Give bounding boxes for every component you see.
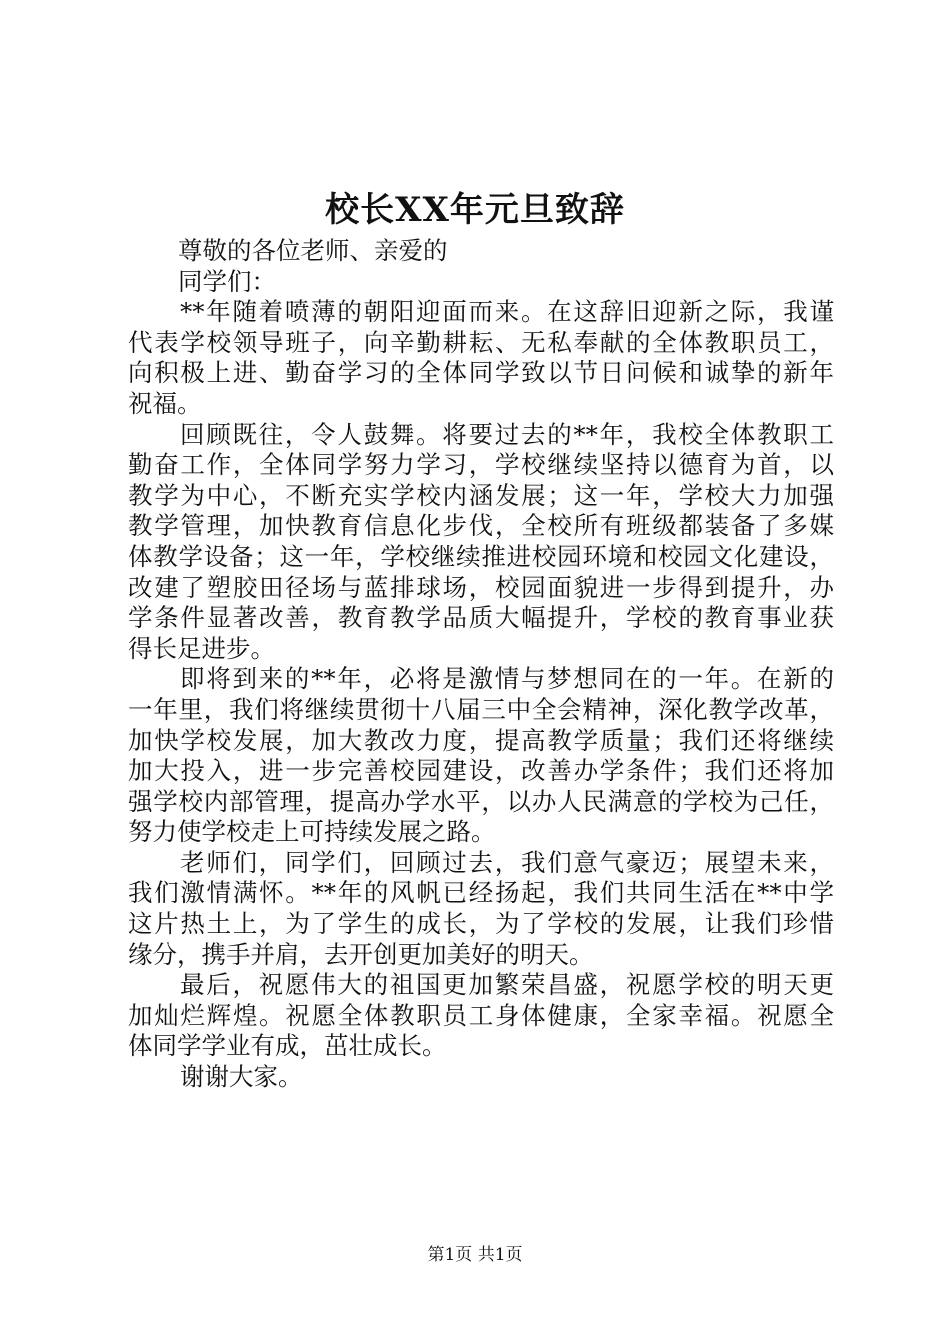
salutation-line: 尊敬的各位老师、亲爱的 [178, 236, 448, 265]
paragraph-line: 勤奋工作，全体同学努力学习，学校继续坚持以德育为首，以 [128, 450, 834, 480]
paragraph-line: 回顾既往，令人鼓舞。将要过去的**年，我校全体教职工 [180, 419, 834, 449]
paragraph-line: 代表学校领导班子，向辛勤耕耘、无私奉献的全体教职员工， [128, 327, 834, 357]
paragraph-line: 这片热土上，为了学生的成长，为了学校的发展，让我们珍惜 [128, 909, 834, 939]
paragraph-line: 加大投入，进一步完善校园建设，改善办学条件；我们还将加 [128, 756, 834, 786]
paragraph-line: 向积极上进、勤奋学习的全体同学致以节日问候和诚挚的新年 [128, 358, 834, 388]
paragraph-line: 改建了塑胶田径场与蓝排球场，校园面貌进一步得到提升，办 [128, 572, 834, 602]
paragraph-line: 体同学学业有成，茁壮成长。 [128, 1031, 447, 1061]
paragraph-line: 学条件显著改善，教育教学品质大幅提升，学校的教育事业获 [128, 603, 834, 633]
paragraph-line: 加灿烂辉煌。祝愿全体教职员工身体健康，全家幸福。祝愿全 [128, 1000, 834, 1030]
salutation-line: 同学们： [178, 266, 276, 296]
paragraph-line: 缘分，携手并肩，去开创更加美好的明天。 [128, 939, 594, 969]
page-footer: 第1页 共1页 [427, 1245, 523, 1265]
document-title: 校长XX年元旦致辞 [325, 190, 625, 230]
paragraph-line: 一年里，我们将继续贯彻十八届三中全会精神，深化教学改革， [128, 694, 834, 724]
paragraph-line: 努力使学校走上可持续发展之路。 [128, 817, 496, 847]
paragraph-line: 老师们，同学们，回顾过去，我们意气豪迈；展望未来， [180, 847, 834, 877]
paragraph-line: **年随着喷薄的朝阳迎面而来。在这辞旧迎新之际，我谨 [180, 297, 834, 327]
paragraph-line: 加快学校发展，加大教改力度，提高教学质量；我们还将继续 [128, 725, 834, 755]
paragraph-line: 即将到来的**年，必将是激情与梦想同在的一年。在新的 [180, 664, 834, 694]
paragraph-line: 得长足进步。 [128, 633, 275, 663]
paragraph-line: 教学管理，加快教育信息化步伐，全校所有班级都装备了多媒 [128, 511, 834, 541]
paragraph-line: 我们激情满怀。**年的风帆已经扬起，我们共同生活在**中学 [128, 878, 834, 908]
closing-line: 谢谢大家。 [180, 1062, 303, 1092]
document-body [128, 236, 834, 1093]
paragraph-line: 最后，祝愿伟大的祖国更加繁荣昌盛，祝愿学校的明天更 [180, 970, 834, 1000]
paragraph-line: 体教学设备；这一年，学校继续推进校园环境和校园文化建设， [128, 541, 834, 571]
paragraph-line: 强学校内部管理，提高办学水平，以办人民满意的学校为己任， [128, 786, 834, 816]
paragraph-line: 教学为中心，不断充实学校内涵发展；这一年，学校大力加强 [128, 480, 834, 510]
paragraph-line: 祝福。 [128, 388, 202, 418]
